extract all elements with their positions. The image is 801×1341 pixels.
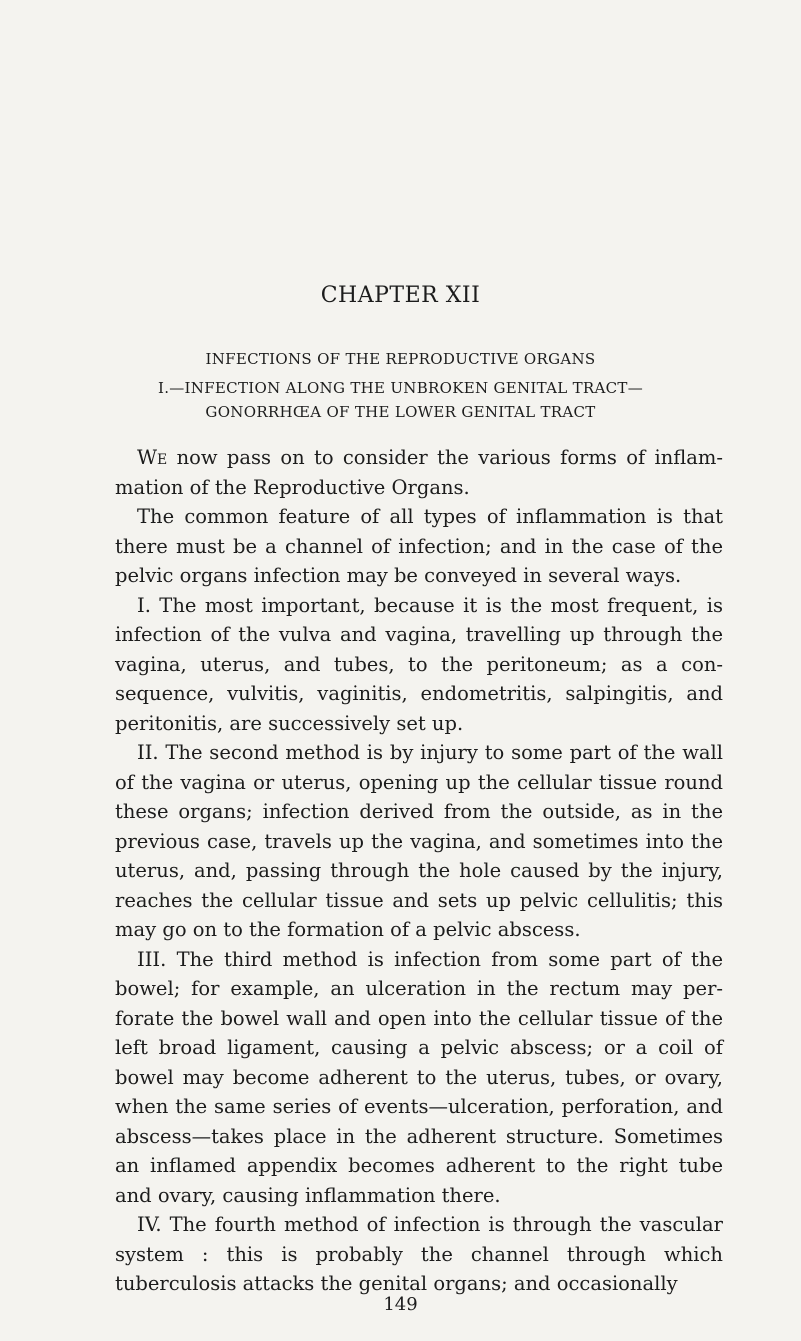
paragraph bbox=[115, 945, 723, 1211]
paragraph bbox=[115, 502, 723, 591]
paragraph bbox=[115, 1210, 723, 1299]
chapter-title: CHAPTER XII bbox=[320, 283, 481, 308]
paragraph bbox=[115, 591, 723, 739]
paragraph-text: II. The second method is by injury to some part of the wall of the vagina or uterus, opening up the cellular tissue round these organs; infection derived from the outside, as in the previous case, travels up the vagina, and sometimes into the uterus, and, passing through the hole caused by the injury, reaches the cellular tissue and sets up pelvic cellulitis; this may go on to the formation of a pelvic abscess. bbox=[115, 741, 723, 941]
paragraph-text: III. The third method is infection from some part of the bowel; for example, an ulceration in the rectum may perforate the bowel wall and open into the cellular tissue of the left broad ligament, causing a pelvic abscess; or a coil of bowel may become adherent to the uterus, tubes, or ovary, when the same series of events—ulceration, perforation, and abscess—takes place in the adherent structure. Sometimes an inflamed appendix becomes adherent to the right tube and ovary, causing inflammation there. bbox=[115, 947, 723, 1207]
section-heading-line-2: GONORRHŒA OF THE LOWER GENITAL TRACT bbox=[205, 403, 596, 421]
paragraph bbox=[115, 443, 723, 502]
section-heading-line-1: I.—INFECTION ALONG THE UNBROKEN GENITAL TRACT— bbox=[157, 379, 644, 397]
page-number: 149 bbox=[383, 1294, 418, 1315]
body-text bbox=[115, 443, 723, 1299]
paragraph-lead: We bbox=[137, 446, 168, 469]
paragraph-text: now pass on to consider the various forms of inflammation of the Reproductive Organs. bbox=[115, 446, 723, 499]
paragraph-text: IV. The fourth method of infection is through the vascular system : this is probably the channel through which tuberculosis attacks the genital organs; and occasionally bbox=[115, 1213, 723, 1295]
paragraph-text: The common feature of all types of inflammation is that there must be a channel of infection; and in the case of the pelvic organs infection may be conveyed in several ways. bbox=[115, 505, 723, 587]
paragraph-text: I. The most important, because it is the most frequent, is infection of the vulva and vagina, travelling up through the vagina, uterus, and tubes, to the peritoneum; as a consequence, vulvitis, vaginitis, endometritis, salpingitis, and peritonitis, are successively set up. bbox=[115, 593, 723, 735]
paragraph bbox=[115, 738, 723, 945]
chapter-subtitle: INFECTIONS OF THE REPRODUCTIVE ORGANS bbox=[205, 350, 596, 368]
